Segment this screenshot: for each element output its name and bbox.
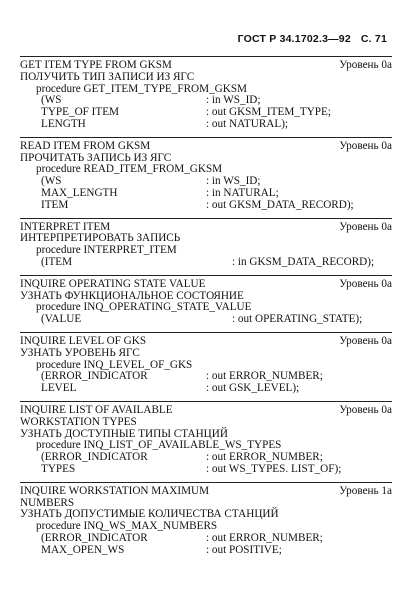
parameter-line bbox=[20, 188, 392, 200]
line-text: procedure INQ_LIST_OF_AVAILABLE_WS_TYPES bbox=[36, 439, 282, 452]
line-text: (WS bbox=[41, 94, 62, 107]
line-text: procedure GET_ITEM_TYPE_FROM_GKSM bbox=[36, 82, 247, 95]
procedure-section bbox=[20, 56, 392, 137]
line-text: УЗНАТЬ УРОВЕНЬ ЯГС bbox=[20, 346, 140, 359]
line-text: MAX_LENGTH bbox=[41, 186, 118, 199]
conformance-level: Уровень 0a bbox=[339, 139, 392, 152]
parameter-type: : in WS_ID; bbox=[206, 94, 261, 107]
page-header bbox=[238, 33, 387, 45]
line-text: УЗНАТЬ ФУНКЦИОНАЛЬНОЕ СОСТОЯНИЕ bbox=[20, 289, 244, 302]
line-text: LEVEL bbox=[41, 382, 77, 395]
line-text: LENGTH bbox=[41, 117, 86, 130]
line-text: УЗНАТЬ ДОСТУПНЫЕ ТИПЫ СТАНЦИЙ bbox=[20, 427, 228, 440]
procedure-section bbox=[20, 332, 392, 401]
parameter-line bbox=[20, 200, 392, 212]
parameter-line bbox=[20, 383, 392, 395]
line-text: MAX_OPEN_WS bbox=[41, 543, 125, 556]
line-text: procedure INQ_LEVEL_OF_GKS bbox=[36, 358, 193, 371]
parameter-type: : out OPERATING_STATE); bbox=[232, 313, 363, 326]
parameter-line bbox=[20, 119, 392, 131]
procedure-section bbox=[20, 137, 392, 218]
line-text: INQUIRE WORKSTATION MAXIMUM bbox=[20, 484, 210, 497]
parameter-type: : out ERROR_NUMBER; bbox=[206, 451, 323, 464]
section-title-line bbox=[20, 486, 392, 498]
procedure-section bbox=[20, 482, 392, 563]
line-text: procedure READ_ITEM_FROM_GKSM bbox=[36, 163, 223, 176]
procedure-list bbox=[20, 56, 392, 562]
parameter-type: : out GKSM_ITEM_TYPE; bbox=[206, 106, 331, 119]
conformance-level: Уровень 0a bbox=[339, 220, 392, 233]
line-text: (ERROR_INDICATOR bbox=[41, 531, 148, 544]
line-text: (ERROR_INDICATOR bbox=[41, 451, 148, 464]
parameter-type: : out WS_TYPES. LIST_OF); bbox=[206, 462, 342, 475]
parameter-line bbox=[20, 464, 392, 476]
conformance-level: Уровень 1a bbox=[339, 484, 392, 497]
line-text: INQUIRE LIST OF AVAILABLE bbox=[20, 403, 173, 416]
line-text: ИНТЕРПРЕТИРОВАТЬ ЗАПИСЬ bbox=[20, 232, 181, 245]
parameter-type: : in WS_ID; bbox=[206, 175, 261, 188]
parameter-line bbox=[20, 257, 392, 269]
line-text: procedure INQ_OPERATING_STATE_VALUE bbox=[36, 301, 252, 314]
parameter-line bbox=[20, 545, 392, 557]
conformance-level: Уровень 0a bbox=[339, 277, 392, 290]
line-text: INTERPRET ITEM bbox=[20, 220, 111, 233]
parameter-type: : out ERROR_NUMBER; bbox=[206, 531, 323, 544]
line-text: (VALUE bbox=[41, 313, 82, 326]
parameter-type: : out POSITIVE; bbox=[206, 543, 282, 556]
procedure-section bbox=[20, 275, 392, 332]
page-number: С. 71 bbox=[360, 33, 387, 45]
conformance-level: Уровень 0a bbox=[339, 59, 392, 71]
line-text: (ITEM bbox=[41, 255, 73, 268]
line-text: (WS bbox=[41, 175, 62, 188]
line-text: TYPE_OF ITEM bbox=[41, 106, 120, 119]
parameter-type: : out GKSM_DATA_RECORD); bbox=[206, 198, 354, 211]
line-text: GET ITEM TYPE FROM GKSM bbox=[20, 59, 172, 71]
conformance-level: Уровень 0a bbox=[339, 403, 392, 416]
line-text: УЗНАТЬ ДОПУСТИМЫЕ КОЛИЧЕСТВА СТАНЦИЙ bbox=[20, 508, 279, 521]
parameter-line bbox=[20, 314, 392, 326]
line-text: NUMBERS bbox=[20, 496, 75, 509]
line-text: (ERROR_INDICATOR bbox=[41, 370, 148, 383]
line-text: procedure INQ_WS_MAX_NUMBERS bbox=[36, 520, 218, 533]
line-text: ПРОЧИТАТЬ ЗАПИСЬ ИЗ ЯГС bbox=[20, 151, 172, 164]
parameter-type: : out ERROR_NUMBER; bbox=[206, 370, 323, 383]
parameter-type: : out NATURAL); bbox=[206, 117, 289, 130]
standard-number: ГОСТ Р 34.1702.3—92 bbox=[237, 33, 351, 45]
line-text: INQUIRE OPERATING STATE VALUE bbox=[20, 277, 206, 290]
procedure-section bbox=[20, 401, 392, 482]
line-text: ПОЛУЧИТЬ ТИП ЗАПИСИ ИЗ ЯГС bbox=[20, 70, 195, 83]
line-text: TYPES bbox=[41, 462, 76, 475]
line-text: WORKSTATION TYPES bbox=[20, 415, 137, 428]
parameter-type: : in NATURAL; bbox=[206, 186, 279, 199]
procedure-section bbox=[20, 218, 392, 275]
line-text: INQUIRE LEVEL OF GKS bbox=[20, 334, 147, 347]
parameter-type: : in GKSM_DATA_RECORD); bbox=[232, 255, 375, 268]
line-text: READ ITEM FROM GKSM bbox=[20, 139, 151, 152]
parameter-type: : out GSK_LEVEL); bbox=[206, 382, 300, 395]
conformance-level: Уровень 0a bbox=[339, 334, 392, 347]
line-text: ITEM bbox=[41, 198, 69, 211]
line-text: procedure INTERPRET_ITEM bbox=[36, 244, 177, 257]
